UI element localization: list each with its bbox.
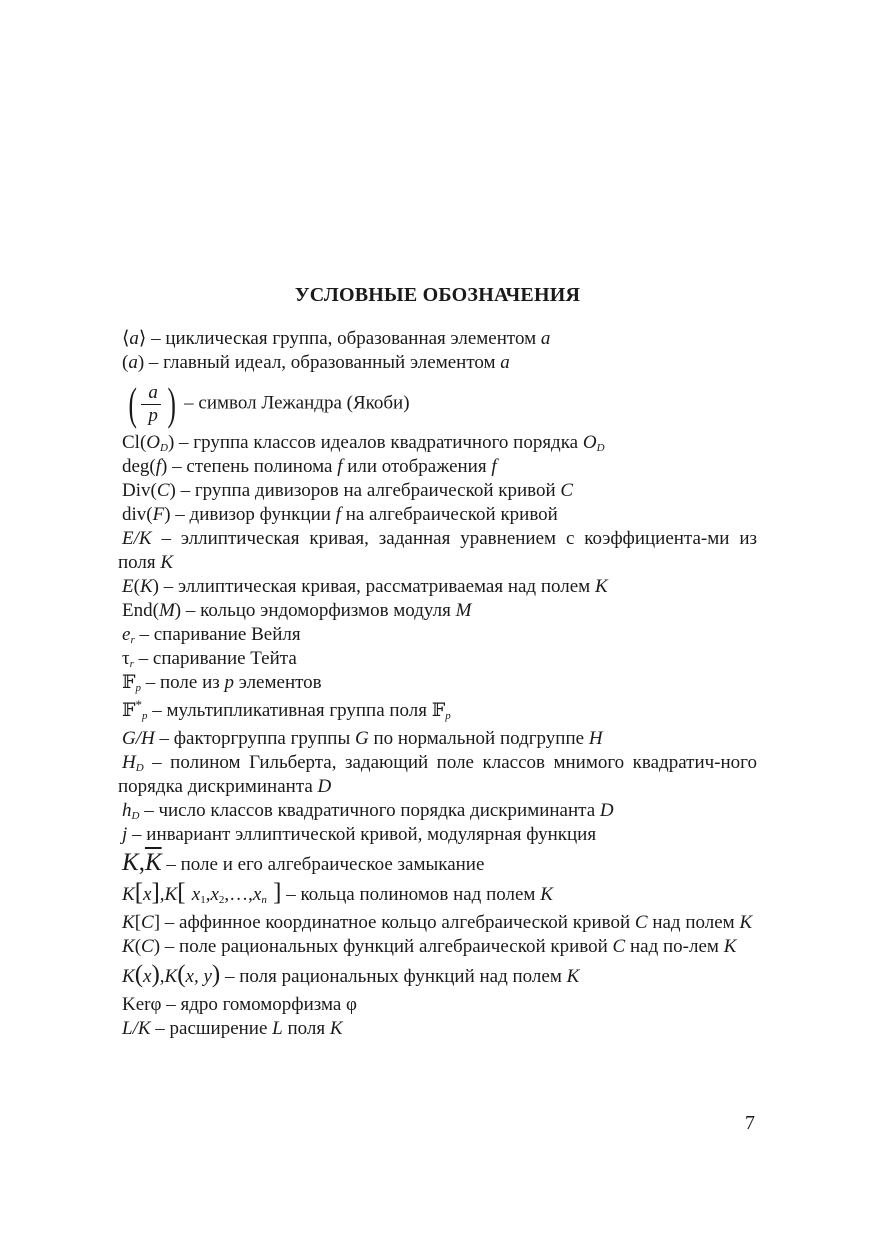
notation-description-tail: 𝔽$_p$ — [431, 700, 451, 722]
notation-entry — [118, 699, 757, 723]
notation-description: – факторгруппа группы — [154, 728, 355, 749]
notation-entry — [118, 935, 757, 959]
notation-symbol: $\tau_r$ — [122, 648, 134, 670]
notation-symbol: ⟨a⟩ — [122, 328, 147, 349]
notation-description: – символ Лежандра (Якоби) — [184, 392, 410, 414]
notation-symbol: Kerφ — [122, 994, 162, 1015]
notation-entry — [118, 799, 757, 823]
notation-description: – циклическая группа, образованная элементом — [146, 328, 541, 349]
notation-symbol: K(C) — [122, 936, 161, 957]
notation-symbol: Div(C) — [122, 480, 176, 501]
notation-symbol: j — [122, 824, 128, 845]
notation-symbol: K[C] — [122, 912, 161, 933]
notation-description-tail: M — [455, 600, 472, 621]
notation-description: – поле из — [141, 672, 225, 693]
notation-entry — [118, 455, 757, 479]
notation-symbol: E/K — [122, 528, 152, 549]
notation-description-tail: $O_D$ — [582, 432, 605, 454]
notation-description: – эллиптическая кривая, заданная уравнением с коэффициента-ми из поля — [118, 528, 757, 573]
notation-entry — [118, 378, 757, 429]
notation-description-tail: C над по-лем K — [612, 936, 737, 957]
page-number: 7 — [745, 1112, 755, 1134]
notation-symbol: $Cl(O_D)$ — [122, 432, 175, 454]
notation-description-tail: f на алгебраической кривой — [335, 504, 558, 525]
notation-description: – группа дивизоров на алгебраической кривой — [175, 480, 561, 501]
notation-entry — [118, 727, 757, 751]
notation-description: – поле рациональных функций алгебраической кривой — [160, 936, 613, 957]
notation-description: – поля рациональных функций над полем — [220, 966, 567, 987]
notation-symbol: $e_r$ — [122, 624, 135, 646]
notation-symbol: $K,\overline{K}$ — [122, 849, 162, 876]
notation-description-tail: L поля K — [272, 1018, 343, 1039]
notation-description-tail: f или отображения f — [337, 456, 497, 477]
notation-entry — [118, 575, 757, 599]
notation-description-tail: K — [594, 576, 608, 597]
notation-description-tail: K — [540, 884, 553, 905]
notation-entry — [118, 479, 757, 503]
notation-entry — [118, 623, 757, 647]
notation-entry — [118, 851, 757, 877]
notation-entry — [118, 503, 757, 527]
notation-description-tail: C — [560, 480, 574, 501]
notation-entry — [118, 671, 757, 695]
notation-entry — [118, 963, 757, 989]
notation-list — [118, 327, 757, 1041]
notation-symbol: $H_D$ — [122, 752, 144, 774]
notation-symbol: $h_D$ — [122, 800, 140, 822]
notation-symbol: (a) — [122, 352, 145, 373]
legendre-symbol: ( a p ) — [128, 378, 176, 429]
notation-entry — [118, 911, 757, 935]
notation-symbol: E(K) — [122, 576, 159, 597]
notation-description: – главный идеал, образованный элементом — [144, 352, 501, 373]
notation-entry — [118, 993, 757, 1017]
notation-description-tail: p элементов — [224, 672, 322, 693]
notation-description: – дивизор функции — [170, 504, 336, 525]
notation-description-tail: C над полем K — [634, 912, 753, 933]
notation-entry — [118, 1017, 757, 1041]
notation-entry — [118, 823, 757, 847]
notation-description: – кольца полиномов над полем — [281, 884, 541, 905]
notation-description-tail: G по нормальной подгруппе H — [354, 728, 603, 749]
notation-description-tail: a — [540, 328, 551, 349]
notation-description: – группа классов идеалов квадратичного порядка — [174, 432, 583, 453]
notation-entry — [118, 751, 757, 799]
notation-entry — [118, 881, 757, 907]
notation-description: – поле и его алгебраическое замыкание — [161, 854, 485, 875]
notation-symbol: 𝔽$_p$ — [122, 672, 141, 694]
notation-description: – спаривание Тейта — [133, 648, 297, 669]
notation-symbol: div(F) — [122, 504, 171, 525]
notation-description-tail: a — [500, 352, 510, 373]
notation-description: – кольцо эндоморфизмов модуля — [181, 600, 456, 621]
notation-symbol: End(M) — [122, 600, 182, 621]
notation-symbol: deg(f) — [122, 456, 168, 477]
notation-description-tail: D — [317, 776, 332, 797]
page-title: УСЛОВНЫЕ ОБОЗНАЧЕНИЯ — [294, 284, 581, 306]
notation-description: – спаривание Вейля — [134, 624, 301, 645]
notation-description-tail: K — [566, 966, 580, 987]
notation-entry — [118, 351, 757, 375]
notation-description: – число классов квадратичного порядка дискриминанта — [139, 800, 600, 821]
notation-description: – аффинное координатное кольцо алгебраической кривой — [160, 912, 635, 933]
notation-entry — [118, 599, 757, 623]
notation-description: – полином Гильберта, задающий поле классов мнимого квадратич-ного порядка дискриминанта — [118, 752, 757, 797]
notation-description-tail: K — [160, 552, 174, 573]
notation-description: – степень полинома — [167, 456, 338, 477]
notation-entry — [118, 527, 757, 575]
notation-symbol — [122, 378, 184, 429]
notation-symbol: G/H — [122, 728, 155, 749]
notation-description: – расширение — [150, 1018, 273, 1039]
notation-description: – мультипликативная группа поля — [147, 700, 432, 721]
notation-description: – ядро гомоморфизма φ — [161, 994, 358, 1015]
notation-description-tail: D — [599, 800, 614, 821]
notation-symbol: L/K — [122, 1018, 151, 1039]
notation-symbol: K[x],K[ $x_1,x_2,\dots,x_n$ ] — [122, 879, 282, 906]
notation-entry — [118, 647, 757, 671]
notation-description: – эллиптическая кривая, рассматриваемая над полем — [158, 576, 595, 597]
notation-entry — [118, 327, 757, 351]
notation-entry — [118, 431, 757, 455]
notation-description: – инвариант эллиптической кривой, модулярная функция — [127, 824, 597, 845]
notation-symbol: K(x),K(x, y) — [122, 961, 221, 988]
notation-symbol: 𝔽*$_p$ — [122, 697, 148, 722]
